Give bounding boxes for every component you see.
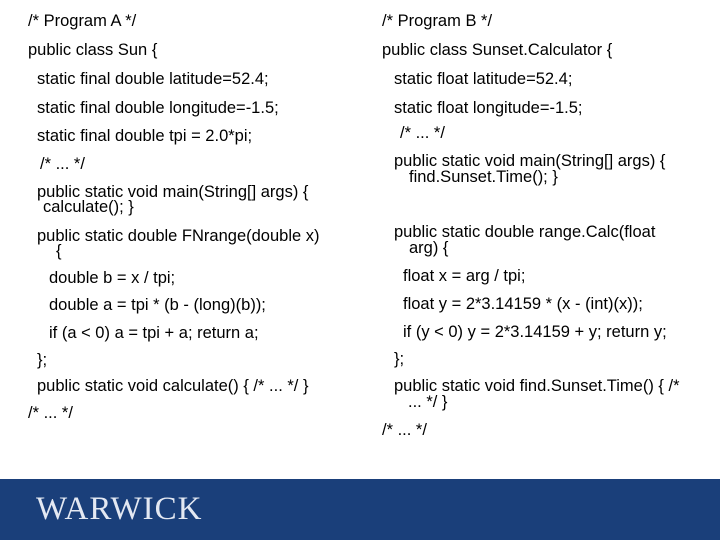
code-line: if (y < 0) y = 2*3.14159 + y; return y; [403,323,667,341]
code-line: static final double latitude=52.4; [37,70,269,88]
code-line: float x = arg / tpi; [403,267,526,285]
code-line: public class Sun { [28,41,158,59]
code-line: /* Program B */ [382,12,493,30]
code-line: static float latitude=52.4; [394,70,573,88]
code-line: static float longitude=-1.5; [394,99,583,117]
code-line: }; [394,350,405,368]
footer-bar [0,479,720,540]
code-line: public static double range.Calc(float [394,223,656,241]
code-line: static final double tpi = 2.0*pi; [37,127,253,145]
code-line: static final double longitude=-1.5; [37,99,279,117]
code-line: float y = 2*3.14159 * (x - (int)(x)); [403,295,643,313]
code-line: /* Program A */ [28,12,137,30]
code-line: double b = x / tpi; [49,269,176,287]
code-line: public static double FNrange(double x) [37,227,320,245]
code-line: arg) { [409,239,449,257]
code-line: }; [37,351,48,369]
code-line: /* ... */ [400,124,445,142]
code-line: /* ... */ [40,155,85,173]
code-line: calculate(); } [43,198,134,216]
code-line: public static void find.Sunset.Time() { /* [394,377,680,395]
code-line: double a = tpi * (b - (long)(b)); [49,296,266,314]
code-line: public static void main(String[] args) { [394,152,666,170]
code-line: public class Sunset.Calculator { [382,41,613,59]
code-line: { [56,242,62,260]
code-line: /* ... */ [28,404,73,422]
code-line: public static void main(String[] args) { [37,183,309,201]
code-line: /* ... */ [382,421,427,439]
warwick-logo: WARWICK [36,491,203,527]
code-line: find.Sunset.Time(); } [409,168,558,186]
code-line: public static void calculate() { /* ... */ } [37,377,309,395]
code-line: if (a < 0) a = tpi + a; return a; [49,324,259,342]
code-line: ... */ } [408,393,448,411]
